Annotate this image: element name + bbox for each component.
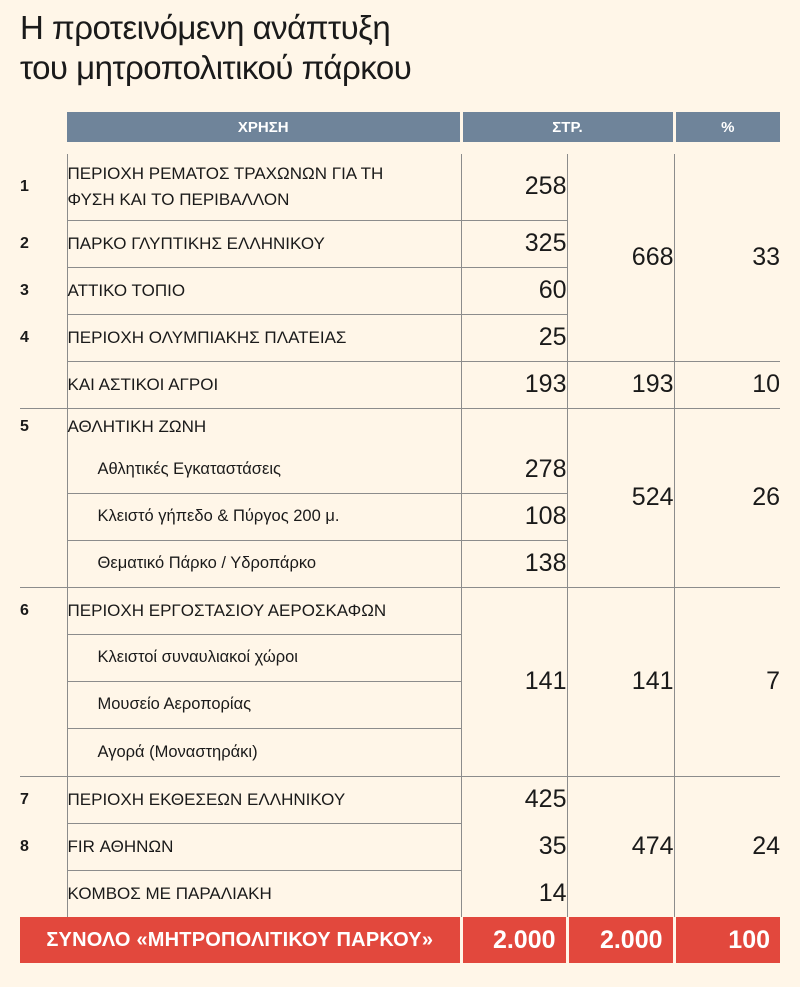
page-title <box>20 8 411 88</box>
row-use: ΠΕΡΙΟΧΗ ΕΡΓΟΣΤΑΣΙΟΥ ΑΕΡΟΣΚΑΦΩΝ <box>67 587 461 634</box>
table-row <box>20 154 780 220</box>
row-number: 2 <box>20 234 29 252</box>
row-use: ΑΤΤΙΚΟ ΤΟΠΙΟ <box>67 267 461 314</box>
row-number <box>20 634 67 681</box>
row-use: Αθλητικές Εγκαταστάσεις <box>67 446 461 493</box>
row-use: ΚΑΙ ΑΣΤΙΚΟΙ ΑΓΡΟΙ <box>67 361 461 408</box>
group-percent: 33 <box>674 154 780 361</box>
row-value: 108 <box>461 493 567 540</box>
row-use-line-1: ΠΕΡΙΟΧΗ ΡΕΜΑΤΟΣ ΤΡΑΧΩΝΩΝ ΓΙΑ ΤΗ <box>67 163 384 183</box>
row-value: 25 <box>461 314 567 361</box>
row-use: Κλειστοί συναυλιακοί χώροι <box>67 634 461 681</box>
row-value: 193 <box>461 361 567 408</box>
row-number: 4 <box>20 328 29 346</box>
row-value: 325 <box>461 220 567 267</box>
row-use: Κλειστό γήπεδο & Πύργος 200 μ. <box>67 493 461 540</box>
row-number <box>20 493 67 540</box>
header-stremmata: ΣΤΡ. <box>461 112 674 142</box>
row-number: 6 <box>20 601 29 619</box>
row-value: 138 <box>461 540 567 587</box>
header-percent: % <box>674 112 780 142</box>
title-line-2: του μητροπολιτικού πάρκου <box>20 49 412 86</box>
group-percent: 24 <box>674 776 780 917</box>
row-use: ΑΘΛΗΤΙΚΗ ΖΩΝΗ <box>67 408 461 446</box>
row-value: 278 <box>461 446 567 493</box>
table-row <box>20 587 780 634</box>
header-use: ΧΡΗΣΗ <box>67 112 461 142</box>
row-number: 5 <box>20 418 29 436</box>
total-percent: 100 <box>674 917 780 963</box>
row-use: ΠΕΡΙΟΧΗ ΕΚΘΕΣΕΩΝ ΕΛΛΗΝΙΚΟΥ <box>67 776 461 823</box>
row-number <box>20 446 67 493</box>
row-number: 7 <box>20 790 29 808</box>
total-row <box>20 917 780 963</box>
row-number <box>20 728 67 776</box>
park-usage-table <box>20 112 780 963</box>
total-label: ΣΥΝΟΛΟ «ΜΗΤΡΟΠΟΛΙΤΙΚΟΥ ΠΑΡΚΟΥ» <box>20 917 461 963</box>
row-number: 1 <box>20 178 29 195</box>
row-use: ΠΕΡΙΟΧΗ ΟΛΥΜΠΙΑΚΗΣ ΠΛΑΤΕΙΑΣ <box>67 314 461 361</box>
group-sum: 141 <box>567 587 674 776</box>
header-row <box>20 112 780 142</box>
group-percent: 26 <box>674 408 780 587</box>
row-use-line-2: ΦΥΣΗ ΚΑΙ ΤΟ ΠΕΡΙΒΑΛΛΟΝ <box>67 189 290 209</box>
table-row <box>20 776 780 823</box>
row-value: 14 <box>461 870 567 917</box>
row-use: Μουσείο Αεροπορίας <box>67 681 461 728</box>
header-blank <box>20 112 67 142</box>
total-value: 2.000 <box>461 917 567 963</box>
total-sum: 2.000 <box>567 917 674 963</box>
row-use <box>67 154 461 220</box>
row-use: Αγορά (Μοναστηράκι) <box>67 728 461 776</box>
row-use: Θεματικό Πάρκο / Υδροπάρκο <box>67 540 461 587</box>
row-number <box>20 540 67 587</box>
row-number <box>20 361 67 408</box>
title-line-1: Η προτεινόμενη ανάπτυξη <box>20 9 391 46</box>
group-sum: 193 <box>567 361 674 408</box>
table-row <box>20 361 780 408</box>
row-use: ΚΟΜΒΟΣ ΜΕ ΠΑΡΑΛΙΑΚΗ <box>67 870 461 917</box>
group-sum: 524 <box>567 408 674 587</box>
table-row <box>20 408 780 446</box>
row-number: 8 <box>20 837 29 855</box>
group-sum: 474 <box>567 776 674 917</box>
group-percent: 7 <box>674 587 780 776</box>
row-value: 35 <box>461 823 567 870</box>
row-value: 258 <box>461 154 567 220</box>
row-value <box>461 408 567 446</box>
row-value: 60 <box>461 267 567 314</box>
row-number: 3 <box>20 281 29 299</box>
group-percent: 10 <box>674 361 780 408</box>
row-value: 425 <box>461 776 567 823</box>
row-number <box>20 870 67 917</box>
row-number <box>20 681 67 728</box>
row-value: 141 <box>461 587 567 776</box>
row-use: FIR ΑΘΗΝΩΝ <box>67 823 461 870</box>
group-sum: 668 <box>567 154 674 361</box>
row-use: ΠΑΡΚΟ ΓΛΥΠΤΙΚΗΣ ΕΛΛΗΝΙΚΟΥ <box>67 220 461 267</box>
